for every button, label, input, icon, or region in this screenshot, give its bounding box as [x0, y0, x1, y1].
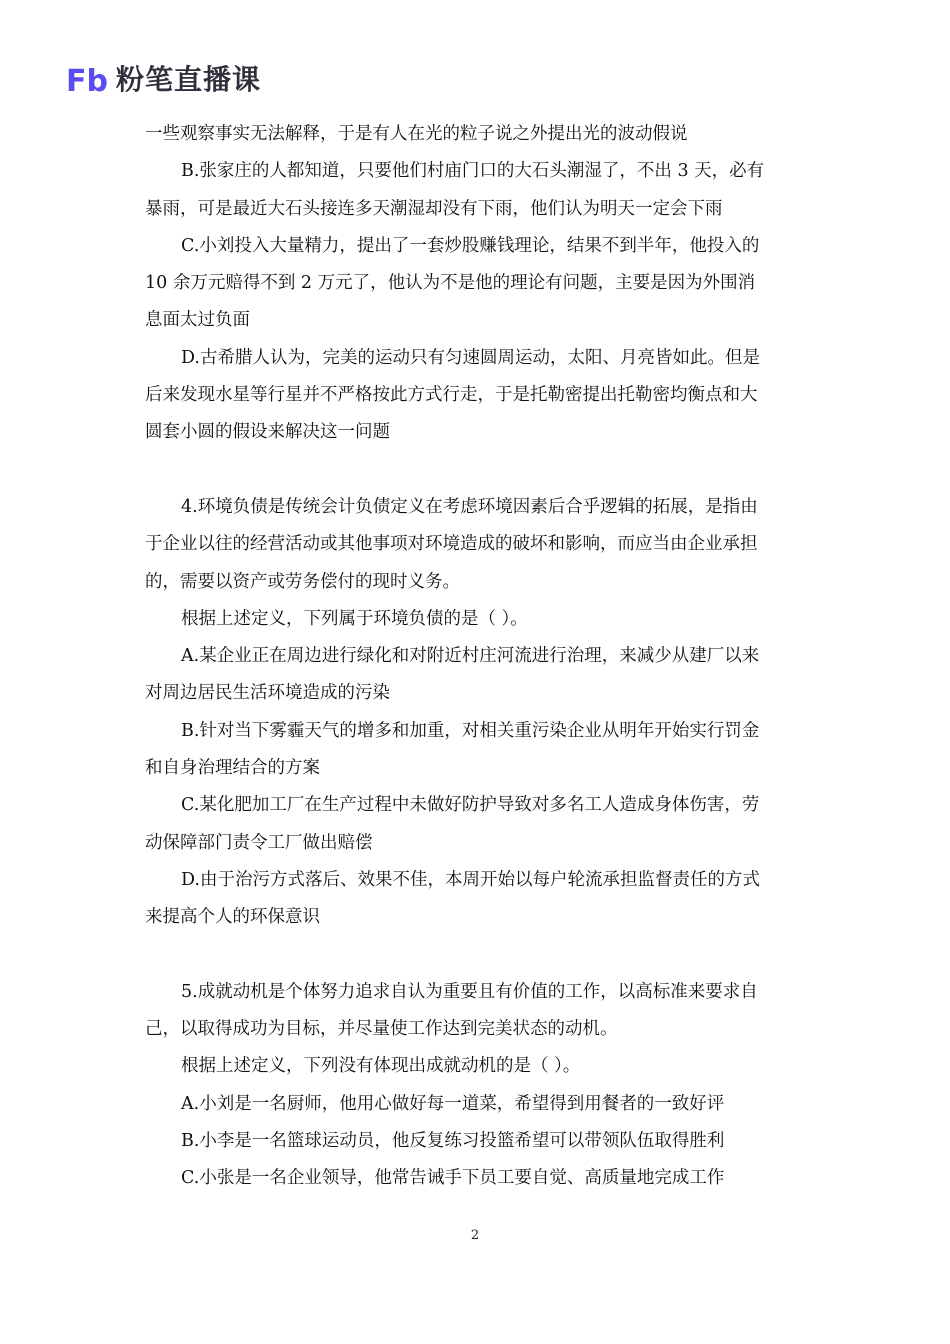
- q3-option-c-line-3: 息面太过负面: [145, 310, 250, 331]
- brand-logo: [66, 60, 261, 100]
- q3-option-d-line-2: 后来发现水星等行星并不严格按此方式行走，于是托勒密提出托勒密均衡点和大: [145, 385, 758, 406]
- fb-logo-icon: [66, 64, 110, 96]
- q4-option-a-line-2: 对周边居民生活环境造成的污染: [145, 683, 390, 704]
- q3-stem-tail: 一些观察事实无法解释，于是有人在光的粒子说之外提出光的波动假说: [145, 124, 688, 144]
- q3-option-c-line-1: C.小刘投入大量精力，提出了一套炒股赚钱理论，结果不到半年，他投入的: [181, 235, 760, 256]
- q3-option-b-line-2: 暴雨，可是最近大石头接连多天潮湿却没有下雨，他们认为明天一定会下雨: [145, 198, 723, 219]
- q4-option-c-line-1: C.某化肥加工厂在生产过程中未做好防护导致对多名工人造成身体伤害，劳: [181, 795, 760, 816]
- question-spacer: [145, 452, 810, 489]
- q3-option-c-line-2: 10 余万元赔得不到 2 万元了，他认为不是他的理论有问题，主要是因为外围消: [145, 273, 756, 294]
- q4-option-d-line-2: 来提高个人的环保意识: [145, 907, 320, 928]
- q5-stem-line-2: 己，以取得成功为目标，并尽量使工作达到完美状态的动机。: [145, 1019, 618, 1040]
- q4-option-d-line-1: D.由于治污方式落后、效果不佳，本周开始以每户轮流承担监督责任的方式: [181, 869, 760, 890]
- q5-option-b: B.小李是一名篮球运动员，他反复练习投篮希望可以带领队伍取得胜利: [181, 1131, 725, 1152]
- q5-option-a: A.小刘是一名厨师，他用心做好每一道菜，希望得到用餐者的一致好评: [181, 1093, 725, 1114]
- q4-option-b-line-1: B.针对当下雾霾天气的增多和加重，对相关重污染企业从明年开始实行罚金: [181, 720, 760, 741]
- logo-mark-text: Fb: [66, 64, 108, 96]
- q4-stem-line-2: 于企业以往的经营活动或其他事项对环境造成的破坏和影响，而应当由企业承担: [145, 534, 758, 555]
- q4-stem-line-1: 4.环境负债是传统会计负债定义在考虑环境因素后合乎逻辑的拓展，是指由: [181, 496, 758, 517]
- q5-question: 根据上述定义，下列没有体现出成就动机的是（ ）。: [181, 1056, 581, 1077]
- logo-text: 粉笔直播课: [116, 63, 262, 96]
- q5-stem-line-1: 5.成就动机是个体努力追求自认为重要且有价值的工作，以高标准来要求自: [181, 981, 758, 1002]
- q4-option-b-line-2: 和自身治理结合的方案: [145, 758, 320, 779]
- question-spacer: [145, 937, 810, 974]
- page-number: 2: [470, 1228, 480, 1243]
- document-body: [145, 116, 810, 1198]
- q4-question: 根据上述定义，下列属于环境负债的是（ ）。: [181, 608, 528, 629]
- q3-option-d-line-3: 圆套小圆的假设来解决这一问题: [145, 422, 390, 443]
- q4-stem-line-3: 的，需要以资产或劳务偿付的现时义务。: [145, 571, 460, 592]
- q3-option-b-line-1: B.张家庄的人都知道，只要他们村庙门口的大石头潮湿了，不出 3 天，必有: [181, 161, 765, 182]
- q4-option-c-line-2: 动保障部门责令工厂做出赔偿: [145, 832, 373, 853]
- q3-option-d-line-1: D.古希腊人认为，完美的运动只有匀速圆周运动，太阳、月亮皆如此。但是: [181, 347, 760, 368]
- q4-option-a-line-1: A.某企业正在周边进行绿化和对附近村庄河流进行治理，来减少从建厂以来: [181, 646, 760, 667]
- q5-option-c: C.小张是一名企业领导，他常告诫手下员工要自觉、高质量地完成工作: [181, 1168, 725, 1189]
